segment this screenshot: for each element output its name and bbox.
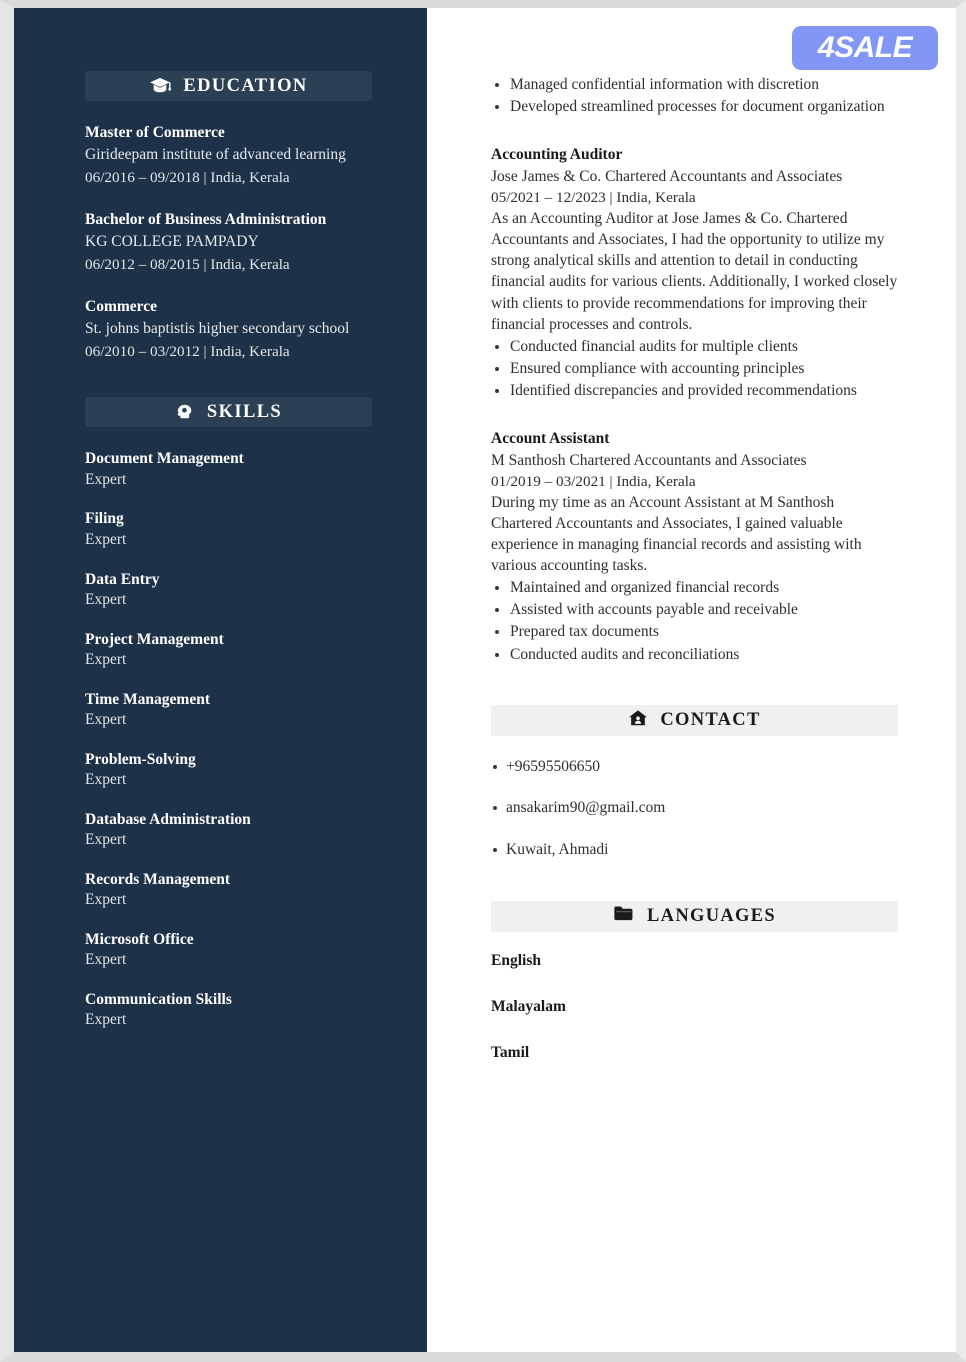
- graduation-cap-icon: [149, 77, 171, 95]
- skill-name: Problem-Solving: [85, 750, 196, 768]
- skill-name: Project Management: [85, 630, 224, 648]
- list-item: Conducted audits and reconciliations: [491, 644, 898, 665]
- job-title: Accounting Auditor: [491, 146, 623, 164]
- skill-name: Communication Skills: [85, 990, 232, 1008]
- list-item: Prepared tax documents: [491, 621, 898, 642]
- education-school: Girideepam institute of advanced learning: [85, 145, 346, 163]
- job-description: During my time as an Account Assistant at M Santhosh Chartered Accountants and Associates, I gained valuable experience in managing financial records and assisting with various accounting tasks.: [491, 493, 862, 575]
- resume-sheet: [14, 8, 956, 1352]
- skill-level: Expert: [85, 951, 127, 969]
- list-item: Ensured compliance with accounting principles: [491, 358, 898, 379]
- job-description: As an Accounting Auditor at Jose James & Co. Chartered Accountants and Associates, I had the opportunity to utilize my strong analytical skills and attention to detail in conducting financial audits for various clients. Additionally, I worked closely with clients to provide recommendations for improving their financial processes and controls.: [491, 210, 898, 333]
- job-company: M Santhosh Chartered Accountants and Associates: [491, 451, 807, 469]
- logo-text: 4SALE: [817, 31, 913, 64]
- job-bullets: [491, 336, 898, 401]
- job-dates: 01/2019 – 03/2021 | India, Kerala: [491, 472, 696, 490]
- skill-entry: [85, 630, 372, 671]
- education-entry: [85, 210, 372, 275]
- skill-name: Filing: [85, 510, 124, 528]
- skill-name: Data Entry: [85, 570, 160, 588]
- home-icon: [628, 709, 648, 732]
- folder-icon: [613, 905, 635, 927]
- experience-entry: [491, 428, 898, 665]
- list-item: Developed streamlined processes for document organization: [491, 96, 898, 117]
- languages-heading: LANGUAGES: [647, 905, 776, 926]
- job-company: Jose James & Co. Chartered Accountants and Associates: [491, 167, 843, 185]
- list-item: Maintained and organized financial records: [491, 577, 898, 598]
- contact-phone[interactable]: +96595506650: [491, 756, 898, 778]
- skill-level: Expert: [85, 470, 127, 488]
- list-item: Managed confidential information with discretion: [491, 74, 898, 95]
- job-title: Account Assistant: [491, 429, 610, 447]
- language-entry: Malayalam: [491, 997, 566, 1015]
- skill-level: Expert: [85, 770, 127, 788]
- brain-head-icon: [175, 403, 195, 421]
- skill-level: Expert: [85, 890, 127, 908]
- skill-entry: [85, 449, 372, 490]
- skill-level: Expert: [85, 530, 127, 548]
- list-item: Conducted financial audits for multiple clients: [491, 336, 898, 357]
- education-section-header: [85, 71, 372, 101]
- skill-name: Records Management: [85, 870, 231, 888]
- education-degree: Bachelor of Business Administration: [85, 211, 327, 229]
- experience-continuation-bullets: [491, 74, 898, 117]
- skill-entry: [85, 990, 372, 1031]
- education-heading: EDUCATION: [183, 75, 308, 96]
- education-degree: Master of Commerce: [85, 124, 225, 141]
- skill-entry: [85, 690, 372, 731]
- education-school: KG COLLEGE PAMPADY: [85, 233, 259, 251]
- skill-level: Expert: [85, 650, 127, 668]
- skill-level: Expert: [85, 1011, 127, 1029]
- contact-location: Kuwait, Ahmadi: [491, 839, 898, 861]
- education-entry: [85, 123, 372, 188]
- sidebar: [14, 8, 427, 1352]
- skills-heading: SKILLS: [206, 401, 283, 422]
- languages-section-header: [491, 901, 898, 932]
- skill-level: Expert: [85, 830, 127, 848]
- skill-level: Expert: [85, 710, 127, 728]
- contact-heading: CONTACT: [660, 709, 761, 730]
- education-dates: 06/2016 – 09/2018 | India, Kerala: [85, 168, 290, 186]
- education-dates: 06/2012 – 08/2015 | India, Kerala: [85, 255, 290, 273]
- skill-level: Expert: [85, 590, 127, 608]
- skill-name: Time Management: [85, 690, 210, 708]
- skill-entry: [85, 930, 372, 971]
- job-bullets: [491, 577, 898, 664]
- education-degree: Commerce: [85, 298, 158, 316]
- skill-entry: [85, 509, 372, 550]
- main-column: [427, 8, 956, 1352]
- education-entry: [85, 297, 372, 362]
- list-item: Assisted with accounts payable and receivable: [491, 599, 898, 620]
- skill-entry: [85, 870, 372, 911]
- skills-section-header: [85, 397, 372, 427]
- skill-entry: [85, 810, 372, 851]
- education-school: St. johns baptistis higher secondary school: [85, 320, 350, 338]
- 4sale-logo: [792, 26, 938, 70]
- skill-entry: [85, 750, 372, 791]
- language-entry: Tamil: [491, 1043, 530, 1061]
- job-dates: 05/2021 – 12/2023 | India, Kerala: [491, 188, 696, 206]
- contact-section-header: [491, 705, 898, 736]
- skill-name: Document Management: [85, 450, 244, 468]
- experience-entry: [491, 144, 898, 401]
- language-entry: English: [491, 951, 541, 969]
- skill-name: Database Administration: [85, 810, 251, 828]
- skill-name: Microsoft Office: [85, 930, 194, 948]
- contact-email[interactable]: ansakarim90@gmail.com: [491, 797, 898, 819]
- skill-entry: [85, 570, 372, 611]
- contact-list: [491, 756, 898, 861]
- list-item: Identified discrepancies and provided recommendations: [491, 380, 898, 401]
- education-dates: 06/2010 – 03/2012 | India, Kerala: [85, 343, 290, 361]
